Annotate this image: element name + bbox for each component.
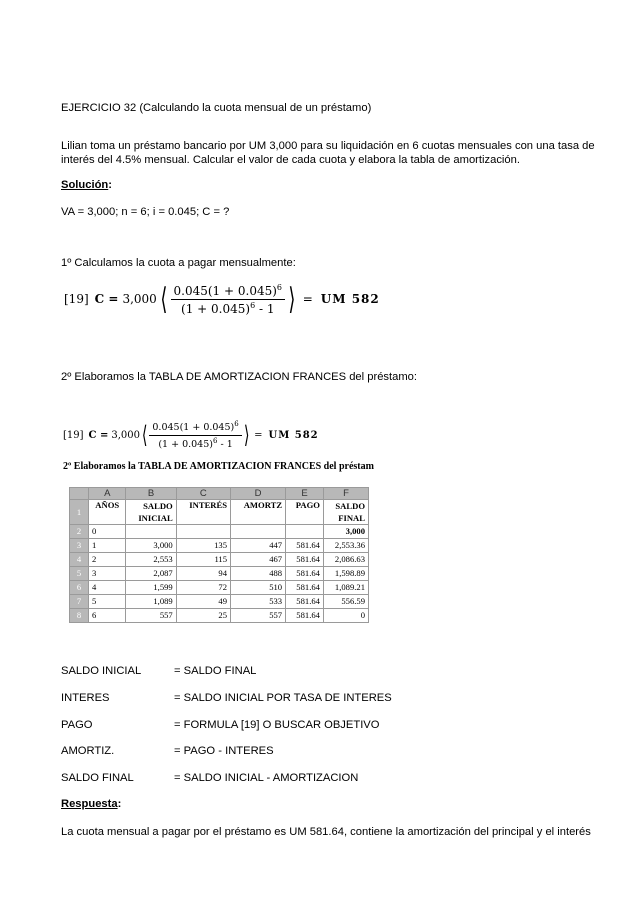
cell-amort: 510: [231, 581, 286, 595]
step-2-text: 2º Elaboramos la TABLA DE AMORTIZACION FRANCES del préstamo:: [61, 371, 417, 383]
header-amortz: AMORTZ: [231, 500, 286, 525]
header-saldo-inicial-2: INICIAL: [138, 513, 173, 523]
row-number: 1: [70, 500, 89, 525]
cell-final: 3,000: [323, 525, 368, 539]
formula-equals: =: [302, 292, 313, 306]
row-number: 6: [70, 581, 89, 595]
solution-colon: :: [108, 179, 112, 191]
definition-value: = SALDO INICIAL POR TASA DE INTERES: [174, 692, 392, 704]
amortization-table: [69, 487, 369, 623]
table-row: [70, 525, 369, 539]
definition-term: PAGO: [61, 719, 93, 731]
cell-initial: 3,000: [126, 539, 176, 553]
cell-interest: 25: [176, 609, 230, 623]
formula-small-coef: 3,000: [111, 429, 140, 441]
table-row: [70, 581, 369, 595]
cell-payment: 581.64: [286, 609, 324, 623]
step-1-text: 1º Calculamos la cuota a pagar mensualmente:: [61, 257, 296, 269]
small-left-bracket-icon: ⟨: [141, 421, 148, 449]
header-saldo-inicial-1: SALDO: [143, 501, 173, 511]
formula-image-small: [63, 418, 319, 452]
cell-payment: 581.64: [286, 581, 324, 595]
cell-payment: 581.64: [286, 553, 324, 567]
formula-ref: [19]: [64, 292, 89, 306]
cell-year: 6: [89, 609, 126, 623]
definition-value: = PAGO - INTERES: [174, 745, 274, 757]
formula-numerator: 0.045(1 + 0.045): [173, 283, 277, 298]
solution-label: Solución: [61, 179, 109, 191]
col-letter-b: B: [126, 488, 176, 500]
cell-year: 1: [89, 539, 126, 553]
cell-year: 5: [89, 595, 126, 609]
image-caption-step-2: 2º Elaboramos la TABLA DE AMORTIZACION FRANCES del préstam: [63, 461, 374, 472]
cell-payment: 581.64: [286, 595, 324, 609]
definition-value: = FORMULA [19] O BUSCAR OBJETIVO: [174, 719, 380, 731]
solution-heading: [61, 178, 112, 192]
definition-value: = SALDO INICIAL - AMORTIZACION: [174, 772, 359, 784]
left-bracket-icon: ⟨: [160, 281, 168, 317]
col-letter-e: E: [286, 488, 324, 500]
formula-den-minus: - 1: [258, 301, 275, 316]
col-letter-d: D: [231, 488, 286, 500]
cell-initial: 557: [126, 609, 176, 623]
cell-year: 0: [89, 525, 126, 539]
cell-empty: [126, 525, 176, 539]
definition-term: INTERES: [61, 692, 110, 704]
header-saldo-final-2: FINAL: [338, 513, 365, 523]
col-letter-a: A: [89, 488, 126, 500]
definition-term: SALDO FINAL: [61, 772, 134, 784]
cell-amort: 488: [231, 567, 286, 581]
answer-colon: :: [117, 798, 122, 810]
row-number: 4: [70, 553, 89, 567]
row-number: 5: [70, 567, 89, 581]
cell-year: 3: [89, 567, 126, 581]
table-row: [70, 553, 369, 567]
table-row: [70, 567, 369, 581]
row-number: 2: [70, 525, 89, 539]
formula-fraction: [171, 283, 285, 316]
formula-main: [64, 278, 380, 320]
formula-small-result: UM 582: [268, 429, 319, 441]
formula-small-den-minus: - 1: [220, 438, 233, 450]
header-row: [70, 500, 369, 525]
header-interes: INTERÉS: [176, 500, 230, 525]
right-bracket-icon: ⟩: [288, 281, 296, 317]
cell-payment: 581.64: [286, 567, 324, 581]
col-letter-c: C: [176, 488, 230, 500]
cell-interest: 72: [176, 581, 230, 595]
statement-line-1: Lilian toma un préstamo bancario por UM 3,000 para su liquidación en 6 cuotas mensuales con una tasa de: [61, 140, 595, 152]
formula-result: UM 582: [320, 292, 380, 306]
cell-initial: 1,599: [126, 581, 176, 595]
header-saldo-final: [323, 500, 368, 525]
formula-small-den-exponent: 6: [212, 436, 218, 445]
column-letters-row: [70, 488, 369, 500]
row-number: 3: [70, 539, 89, 553]
definition-term: AMORTIZ.: [61, 745, 115, 757]
amortization-table-image: [69, 487, 371, 620]
cell-amort: 447: [231, 539, 286, 553]
cell-amort: 467: [231, 553, 286, 567]
answer-heading: [61, 797, 121, 811]
header-saldo-inicial: [126, 500, 176, 525]
definition-term: SALDO INICIAL: [61, 665, 142, 677]
cell-amort: 557: [231, 609, 286, 623]
statement-line-2: interés del 4.5% mensual. Calcular el valor de cada cuota y elabora la tabla de amortización.: [61, 154, 520, 166]
answer-text: La cuota mensual a pagar por el préstamo es UM 581.64, contiene la amortización del principal y el interés: [61, 826, 591, 838]
col-letter-f: F: [323, 488, 368, 500]
formula-small-numerator: 0.045(1 + 0.045): [152, 422, 235, 434]
table-row: [70, 539, 369, 553]
formula-denominator: (1 + 0.045): [181, 301, 251, 316]
row-number: 7: [70, 595, 89, 609]
cell-year: 2: [89, 553, 126, 567]
cell-payment: 581.64: [286, 539, 324, 553]
formula-small-num-exponent: 6: [234, 420, 239, 429]
definition-value: = SALDO FINAL: [174, 665, 257, 677]
cell-final: 1,089.21: [323, 581, 368, 595]
cell-final: 1,598.89: [323, 567, 368, 581]
cell-interest: 135: [176, 539, 230, 553]
row-number: 8: [70, 609, 89, 623]
table-row: [70, 609, 369, 623]
cell-initial: 2,553: [126, 553, 176, 567]
answer-label: Respuesta: [61, 798, 118, 810]
formula-den-exponent: 6: [250, 300, 256, 310]
corner-cell: [70, 488, 89, 500]
formula-coef: 3,000: [122, 292, 157, 306]
cell-empty: [231, 525, 286, 539]
cell-initial: 1,089: [126, 595, 176, 609]
table-row: [70, 595, 369, 609]
formula-lhs: C =: [94, 292, 119, 306]
givens-line: VA = 3,000; n = 6; i = 0.045; C = ?: [61, 206, 230, 218]
cell-interest: 94: [176, 567, 230, 581]
cell-interest: 49: [176, 595, 230, 609]
header-pago: PAGO: [286, 500, 324, 525]
cell-initial: 2,087: [126, 567, 176, 581]
cell-final: 0: [323, 609, 368, 623]
formula-small-equals: =: [254, 429, 263, 441]
exercise-title: EJERCICIO 32 (Calculando la cuota mensual de un préstamo): [61, 102, 372, 114]
small-right-bracket-icon: ⟩: [243, 421, 250, 449]
cell-empty: [286, 525, 324, 539]
cell-empty: [176, 525, 230, 539]
cell-amort: 533: [231, 595, 286, 609]
formula-small-denominator: (1 + 0.045): [158, 438, 213, 450]
cell-final: 2,086.63: [323, 553, 368, 567]
formula-num-exponent: 6: [276, 282, 282, 292]
cell-final: 556.59: [323, 595, 368, 609]
header-anos: AÑOS: [89, 500, 126, 525]
formula-small-ref: [19]: [63, 429, 84, 441]
cell-interest: 115: [176, 553, 230, 567]
cell-year: 4: [89, 581, 126, 595]
formula-small-lhs: C =: [88, 429, 109, 441]
header-saldo-final-1: SALDO: [335, 501, 365, 511]
formula-small-fraction: [149, 420, 241, 449]
cell-final: 2,553.36: [323, 539, 368, 553]
